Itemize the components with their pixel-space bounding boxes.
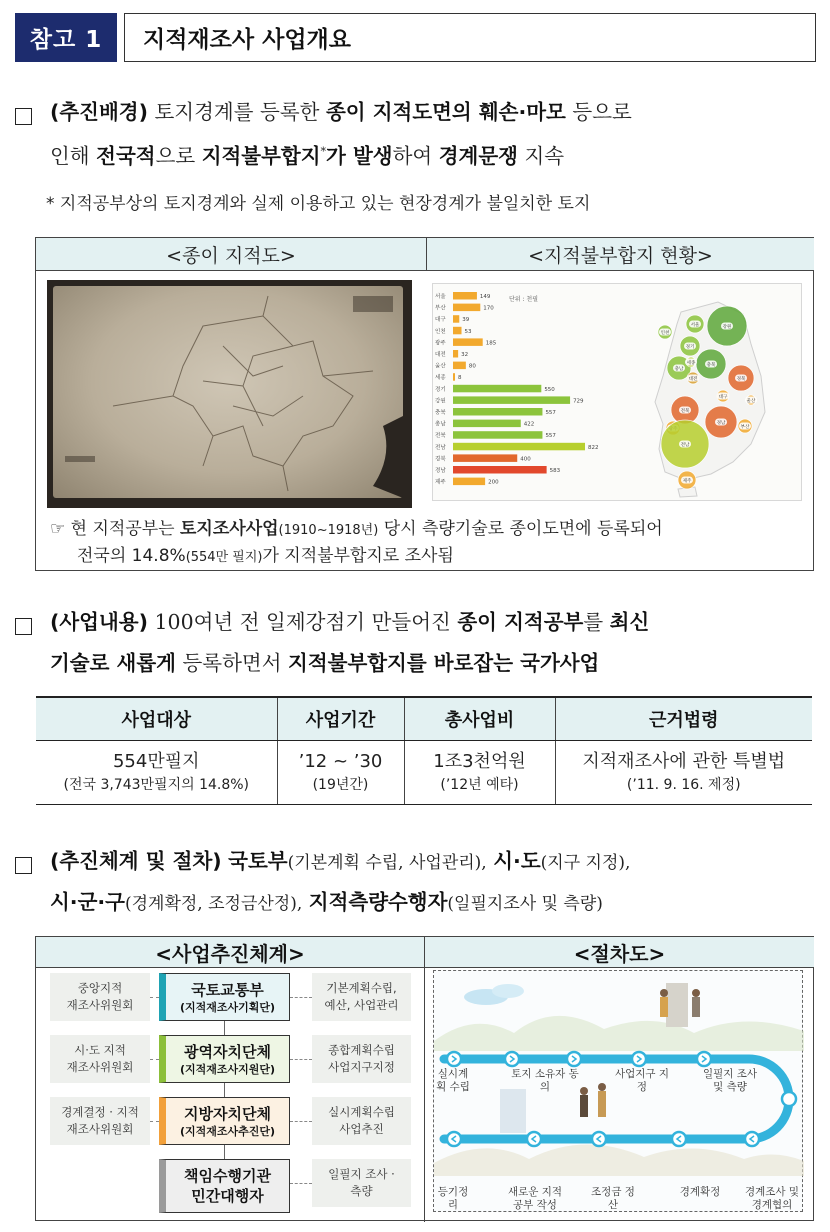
figure-note-small: (554만 필지) bbox=[185, 550, 263, 565]
bar-value-label: 53 bbox=[464, 328, 472, 335]
section2-emph: 최신 bbox=[609, 610, 650, 634]
section3-text: (일필지조사 및 측량) bbox=[447, 894, 603, 914]
section2-line2 bbox=[50, 647, 599, 679]
bar-value-label: 557 bbox=[545, 410, 556, 416]
process-node bbox=[632, 1052, 646, 1066]
bar-category-label: 충남 bbox=[435, 421, 446, 428]
bar bbox=[453, 466, 547, 474]
org-committee-text: 시·도 지적 bbox=[74, 1043, 126, 1057]
bar-category-label: 대전 bbox=[435, 352, 446, 358]
reference-badge: 참고 1 bbox=[15, 13, 117, 62]
section1-text: 등으로 bbox=[572, 100, 632, 124]
connector-line bbox=[290, 1121, 312, 1122]
org-role-box bbox=[312, 973, 411, 1021]
org-agency-box bbox=[159, 1035, 290, 1083]
figure-note-years: (1910~1918년) bbox=[278, 523, 379, 538]
process-step-label: 실시계획 수립 bbox=[436, 1068, 470, 1093]
bar bbox=[453, 350, 458, 358]
section2-emph: 종이 지적공부 bbox=[457, 610, 584, 634]
section3-emph: 시·도 bbox=[493, 849, 541, 873]
bar bbox=[453, 431, 542, 439]
connector-line bbox=[290, 1183, 312, 1184]
header-period: 사업기간 bbox=[277, 697, 404, 740]
map-region-label: 충남 bbox=[674, 367, 684, 372]
cell-target bbox=[36, 740, 277, 804]
org-agency-name: 지방자치단체 bbox=[184, 1104, 271, 1123]
bar-category-label: 경북 bbox=[435, 456, 446, 463]
org-role-text: 실시계획수립 bbox=[328, 1105, 395, 1119]
org-role-text: 사업지구지정 bbox=[328, 1060, 395, 1074]
bar-category-label: 강원 bbox=[435, 398, 446, 405]
bar bbox=[453, 420, 521, 428]
section1-line1 bbox=[50, 96, 632, 128]
section1-text: 인해 bbox=[50, 143, 90, 168]
bar-value-label: 200 bbox=[488, 479, 499, 486]
org-agency-name: 국토교통부 bbox=[191, 980, 264, 999]
map-sketch bbox=[53, 286, 403, 498]
section1-label: (추진배경) bbox=[50, 100, 148, 124]
bar-category-label: 대구 bbox=[435, 317, 446, 324]
bar-value-label: 32 bbox=[461, 352, 469, 358]
bar-value-label: 39 bbox=[462, 317, 470, 324]
cell-sub-text: (’11. 9. 16. 제정) bbox=[626, 777, 741, 793]
org-role-text: 측량 bbox=[350, 1184, 373, 1198]
org-committee-text: 중앙지적 bbox=[77, 981, 123, 995]
map-paper bbox=[53, 286, 403, 498]
map-region-label: 충북 bbox=[706, 363, 716, 368]
section3-label: (추진체계 및 절차) bbox=[50, 849, 222, 873]
process-node bbox=[697, 1052, 711, 1066]
pointing-hand-icon: ☞ bbox=[50, 519, 66, 539]
bar-category-label: 부산 bbox=[435, 305, 446, 312]
org-role-text: 사업추진 bbox=[339, 1122, 384, 1136]
section3-text: (경계확정, 조정금산정), bbox=[124, 894, 303, 914]
table-header-row bbox=[36, 697, 812, 740]
map-region-label: 울산 bbox=[746, 399, 756, 404]
bar-value-label: 729 bbox=[573, 398, 584, 405]
process-step-label: 조정금 정산 bbox=[591, 1186, 635, 1211]
connector-line bbox=[290, 1059, 312, 1060]
figure-note-text: 전국의 14.8% bbox=[77, 546, 186, 566]
process-node bbox=[782, 1092, 796, 1106]
cell-main-text: ’12 ~ ’30 bbox=[298, 751, 383, 772]
org-agency-name: 광역자치단체 bbox=[184, 1042, 271, 1061]
bar-value-label: 422 bbox=[523, 421, 535, 428]
cell-sub-text: (’12년 예타) bbox=[440, 777, 519, 793]
checkbox-bullet-icon bbox=[15, 857, 32, 874]
bar-category-label: 울산 bbox=[435, 363, 446, 370]
map-region-label: 강원 bbox=[722, 325, 732, 330]
bar-category-label: 전북 bbox=[435, 433, 446, 440]
process-step-label: 토지 소유자 동의 bbox=[511, 1068, 579, 1093]
figure-note-emph: 토지조사사업 bbox=[180, 519, 279, 539]
figure-divider bbox=[424, 937, 425, 1222]
process-step-label: 새로운 지적공부 작성 bbox=[507, 1186, 563, 1211]
org-agency-box bbox=[159, 973, 290, 1021]
section1-emph: 가 발생 bbox=[326, 143, 393, 168]
footnote: * 지적공부상의 토지경계와 실제 이용하고 있는 현장경계가 불일치한 토지 bbox=[46, 194, 591, 214]
org-committee-text: 재조사위원회 bbox=[66, 998, 134, 1012]
process-node bbox=[592, 1132, 606, 1146]
org-committee-text: 경계결정 · 지적 bbox=[61, 1105, 139, 1119]
bar bbox=[453, 292, 477, 300]
section3-emph: 지적측량수행자 bbox=[308, 890, 448, 914]
bar bbox=[453, 478, 485, 486]
org-role-text: 기본계획수립, bbox=[326, 981, 397, 995]
section1-text: 으로 bbox=[155, 143, 196, 168]
map-region-label: 전남 bbox=[680, 443, 690, 448]
connector-line bbox=[150, 1059, 159, 1060]
process-node bbox=[527, 1132, 541, 1146]
map-region-label: 경남 bbox=[716, 421, 726, 426]
org-agency-box bbox=[159, 1159, 290, 1213]
section2-emph: 지적불부합지를 바로잡는 국가사업 bbox=[288, 651, 600, 675]
section3-text: (기본계획 수립, 사업관리), bbox=[287, 853, 487, 873]
cell-main-text: 지적재조사에 관한 특별법 bbox=[582, 751, 786, 772]
page-title: 지적재조사 사업개요 bbox=[124, 13, 816, 62]
bar-category-label: 제주 bbox=[435, 479, 446, 486]
org-chart-header: <사업추진체계> bbox=[36, 937, 424, 968]
org-role-box bbox=[312, 1159, 411, 1207]
bar bbox=[453, 362, 466, 370]
process-step-label: 등기정리 bbox=[437, 1186, 469, 1211]
connector-line bbox=[224, 1083, 225, 1097]
map-region-label: 대구 bbox=[718, 395, 728, 400]
org-role-text: 종합계획수립 bbox=[328, 1043, 395, 1057]
bar-value-label: 170 bbox=[483, 305, 494, 312]
bar-value-label: 822 bbox=[588, 444, 599, 451]
bar-value-label: 400 bbox=[520, 456, 531, 463]
section1-text: 하여 bbox=[392, 143, 433, 168]
section1-emph: 종이 지적도면의 훼손·마모 bbox=[325, 100, 566, 124]
checkbox-bullet-icon bbox=[15, 618, 32, 635]
project-summary-table bbox=[36, 696, 812, 805]
org-committee-box bbox=[50, 973, 150, 1021]
bar bbox=[453, 396, 570, 404]
process-node bbox=[567, 1052, 581, 1066]
org-role-box bbox=[312, 1097, 411, 1145]
bar-category-label: 세종 bbox=[435, 375, 446, 382]
bar-value-label: 550 bbox=[544, 386, 555, 393]
section3-text: (지구 지정), bbox=[540, 853, 631, 873]
org-agency-sub: (지적재조사기획단) bbox=[179, 1000, 276, 1014]
bar bbox=[453, 373, 455, 381]
map-region-label: 대전 bbox=[688, 377, 698, 382]
org-role-text: 일필지 조사 · bbox=[328, 1167, 395, 1181]
map-region-label: 제주 bbox=[682, 479, 692, 484]
process-node bbox=[447, 1132, 461, 1146]
section3-emph: 국토부 bbox=[228, 849, 288, 873]
connector-line bbox=[290, 997, 312, 998]
bar bbox=[453, 315, 459, 323]
cell-main-text: 554만필지 bbox=[112, 751, 200, 772]
connector-line bbox=[224, 1145, 225, 1159]
section1-emph: 지적불부합지 bbox=[201, 143, 321, 168]
section2-text: 를 bbox=[583, 610, 604, 634]
old-cadastral-map-image bbox=[47, 280, 412, 508]
figure-note-text: 현 지적공부는 bbox=[70, 519, 175, 539]
bar bbox=[453, 443, 585, 451]
org-committee-box bbox=[50, 1035, 150, 1083]
map-region-label: 경북 bbox=[736, 377, 746, 382]
org-agency-name: 책임수행기관 bbox=[184, 1167, 271, 1185]
process-step-label: 경계조사 및 경계협의 bbox=[744, 1186, 800, 1211]
bar-category-label: 충북 bbox=[435, 410, 446, 416]
bar bbox=[453, 327, 462, 335]
section2-text: 등록하면서 bbox=[182, 651, 282, 675]
misregistration-stats-chart bbox=[432, 283, 802, 501]
footnote-marker: * bbox=[320, 145, 327, 158]
bar-value-label: 80 bbox=[468, 363, 476, 370]
checkbox-bullet-icon bbox=[15, 108, 32, 125]
process-header: <절차도> bbox=[425, 937, 814, 968]
bar-category-label: 경기 bbox=[435, 386, 446, 393]
header-target: 사업대상 bbox=[36, 697, 277, 740]
process-node bbox=[505, 1052, 519, 1066]
header-law: 근거법령 bbox=[555, 697, 812, 740]
cell-law bbox=[555, 740, 812, 804]
cell-sub-text: (전국 3,743만필지의 14.8%) bbox=[63, 777, 250, 793]
section3-line2 bbox=[50, 886, 603, 920]
org-agency-sub: (지적재조사지원단) bbox=[179, 1062, 276, 1076]
bar bbox=[453, 304, 480, 312]
process-step-label: 일필지 조사 및 측량 bbox=[702, 1068, 758, 1093]
bar-category-label: 전남 bbox=[435, 444, 446, 451]
org-agency-box bbox=[159, 1097, 290, 1145]
figure-note-text: 당시 측량기술로 종이도면에 등록되어 bbox=[383, 519, 663, 539]
map-region-label: 경기 bbox=[685, 345, 695, 350]
bar bbox=[453, 385, 541, 393]
section3-emph: 시·군·구 bbox=[50, 890, 125, 914]
cell-main-text: 1조3천억원 bbox=[433, 751, 526, 772]
map-region-label: 부산 bbox=[740, 425, 750, 430]
map-region-label: 세종 bbox=[686, 361, 696, 366]
section1-emph: 전국적 bbox=[96, 143, 156, 168]
map-region-label: 전북 bbox=[680, 409, 690, 414]
process-step-label: 사업지구 지정 bbox=[614, 1068, 670, 1093]
figure-note-line2 bbox=[77, 543, 454, 571]
section1-line2 bbox=[50, 136, 564, 172]
figure-left-header: <종이 지적도> bbox=[36, 238, 426, 271]
section1-emph: 경계문쟁 bbox=[438, 143, 518, 168]
connector-line bbox=[150, 997, 159, 998]
section1-text: 지속 bbox=[524, 143, 565, 168]
process-node bbox=[745, 1132, 759, 1146]
connector-line bbox=[224, 1021, 225, 1035]
bar-value-label: 185 bbox=[485, 340, 497, 347]
bar-value-label: 583 bbox=[549, 468, 561, 474]
stats-chart-svg bbox=[433, 284, 803, 502]
org-agency-sub: (지적재조사추진단) bbox=[179, 1124, 276, 1138]
cell-sub-text: (19년간) bbox=[312, 777, 369, 793]
header-budget: 총사업비 bbox=[404, 697, 555, 740]
bar-value-label: 8 bbox=[458, 375, 462, 382]
org-committee-text: 재조사위원회 bbox=[66, 1060, 134, 1074]
figure-note-text: 가 지적불부합지로 조사됨 bbox=[262, 546, 454, 566]
bar bbox=[453, 454, 517, 462]
map-region-label: 인천 bbox=[660, 331, 670, 336]
bar bbox=[453, 408, 542, 416]
section2-label: (사업내용) bbox=[50, 610, 148, 634]
bar-category-label: 광주 bbox=[435, 340, 446, 347]
org-role-box bbox=[312, 1035, 411, 1083]
map-region-label: 서울 bbox=[690, 323, 700, 328]
section3-line1 bbox=[50, 845, 630, 879]
section2-line1 bbox=[50, 606, 649, 638]
bar-value-label: 149 bbox=[479, 294, 491, 300]
bar-value-label: 557 bbox=[545, 433, 556, 440]
figure-right-header: <지적불부합지 현황> bbox=[427, 238, 814, 271]
org-agency-sub: 민간대행자 bbox=[191, 1187, 264, 1205]
cell-period bbox=[277, 740, 404, 804]
process-step-label: 경계확정 bbox=[679, 1186, 721, 1198]
bar bbox=[453, 338, 483, 346]
section2-emph: 기술로 새롭게 bbox=[50, 651, 176, 675]
org-committee-box bbox=[50, 1097, 150, 1145]
chart-unit: 단위 : 천필 bbox=[509, 296, 539, 303]
process-node bbox=[672, 1132, 686, 1146]
cell-budget bbox=[404, 740, 555, 804]
figure-note-line1 bbox=[50, 516, 663, 544]
bar-category-label: 서울 bbox=[435, 294, 446, 300]
bar-category-label: 경남 bbox=[435, 468, 446, 474]
table-row bbox=[36, 740, 812, 804]
process-node bbox=[447, 1052, 461, 1066]
section1-text: 토지경계를 등록한 bbox=[154, 100, 320, 124]
org-role-text: 예산, 사업관리 bbox=[324, 998, 399, 1012]
section2-text: 100여년 전 일제강점기 만들어진 bbox=[154, 610, 451, 634]
bar-category-label: 인천 bbox=[435, 328, 446, 335]
org-committee-text: 재조사위원회 bbox=[66, 1122, 134, 1136]
connector-line bbox=[150, 1121, 159, 1122]
